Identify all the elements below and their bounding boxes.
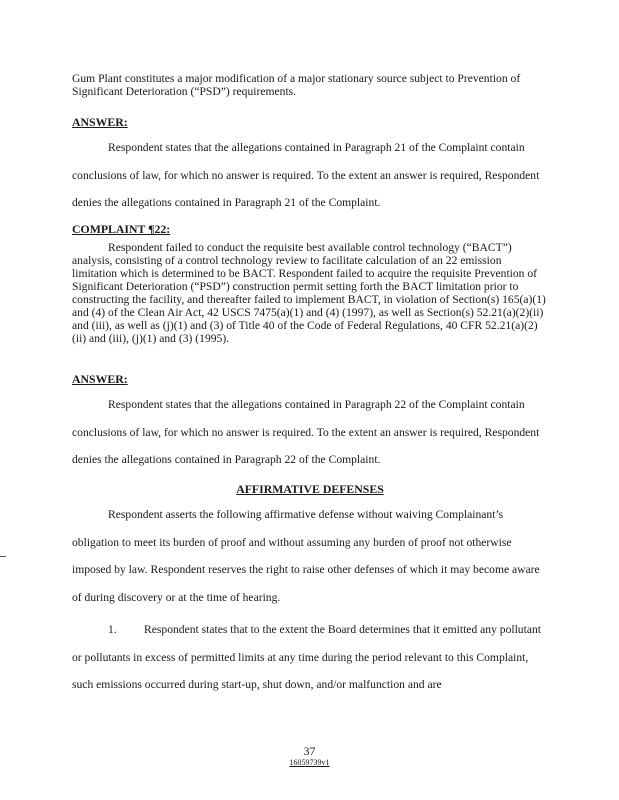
answer-heading-21: ANSWER: — [72, 115, 128, 129]
defenses-intro-paragraph: Respondent asserts the following affirmative defense without waiving Complainant’s obligation to meet its burden of proof and without assuming any burden of proof not otherwise imposed by law. Respondent reserves the right to raise other defenses of which it may become aware of during discovery or at the time of hearing. — [72, 508, 540, 604]
affirmative-defenses-heading: AFFIRMATIVE DEFENSES — [236, 482, 384, 496]
defense-1-text: Respondent states that to the extent the Board determines that it emitted any pollutant or pollutants in excess of permitted limits at any time during the period relevant to this Complaint, such emissions occurred during start-up, shut down, and/or malfunction and are — [72, 623, 541, 691]
continuation-paragraph: Gum Plant constitutes a major modification of a major stationary source subject to Prevention of Significant Deterioration (“PSD”) requirements. — [72, 72, 521, 98]
defense-1-paragraph — [72, 616, 548, 699]
answer-paragraph-22: Respondent states that the allegations contained in Paragraph 22 of the Complaint contain conclusions of law, for which no answer is required. To the extent an answer is required, Respondent denies the allegations contained in Paragraph 22 of the Complaint. — [72, 398, 540, 466]
defense-1-number: 1. — [108, 623, 117, 636]
document-id: 16059739v1 — [289, 758, 330, 767]
complaint-paragraph-22: Respondent failed to conduct the requisite best available control technology (“BACT”) analysis, consisting of a control technology review to facilitate calculation of an 22 emission limitation which is determined to be BACT. Respondent failed to acquire the requisite Prevention of Significant Deterioration (“PSD”) construction permit setting forth the BACT limitation prior to constructing the facility, and thereafter failed to implement BACT, in violation of Section(s) 165(a)(1) and (4) of the Clean Air Act, 42 USCS 7475(a)(1) and (4) (1997), as well as Section(s) 52.21(a)(2)(ii) and (iii), as well as (j)(1) and (3) of Title 40 of the Code of Federal Regulations, 40 CFR 52.21(a)(2)(ii) and (iii), (j)(1) and (3) (1995). — [72, 241, 546, 345]
answer-paragraph-21: Respondent states that the allegations contained in Paragraph 21 of the Complaint contain conclusions of law, for which no answer is required. To the extent an answer is required, Respondent denies the allegations contained in Paragraph 21 of the Complaint. — [72, 141, 540, 209]
answer-heading-22: ANSWER: — [72, 372, 128, 386]
complaint-heading-22: COMPLAINT ¶22: — [72, 222, 171, 236]
page-number: 37 — [303, 744, 316, 758]
margin-mark — [0, 556, 6, 557]
